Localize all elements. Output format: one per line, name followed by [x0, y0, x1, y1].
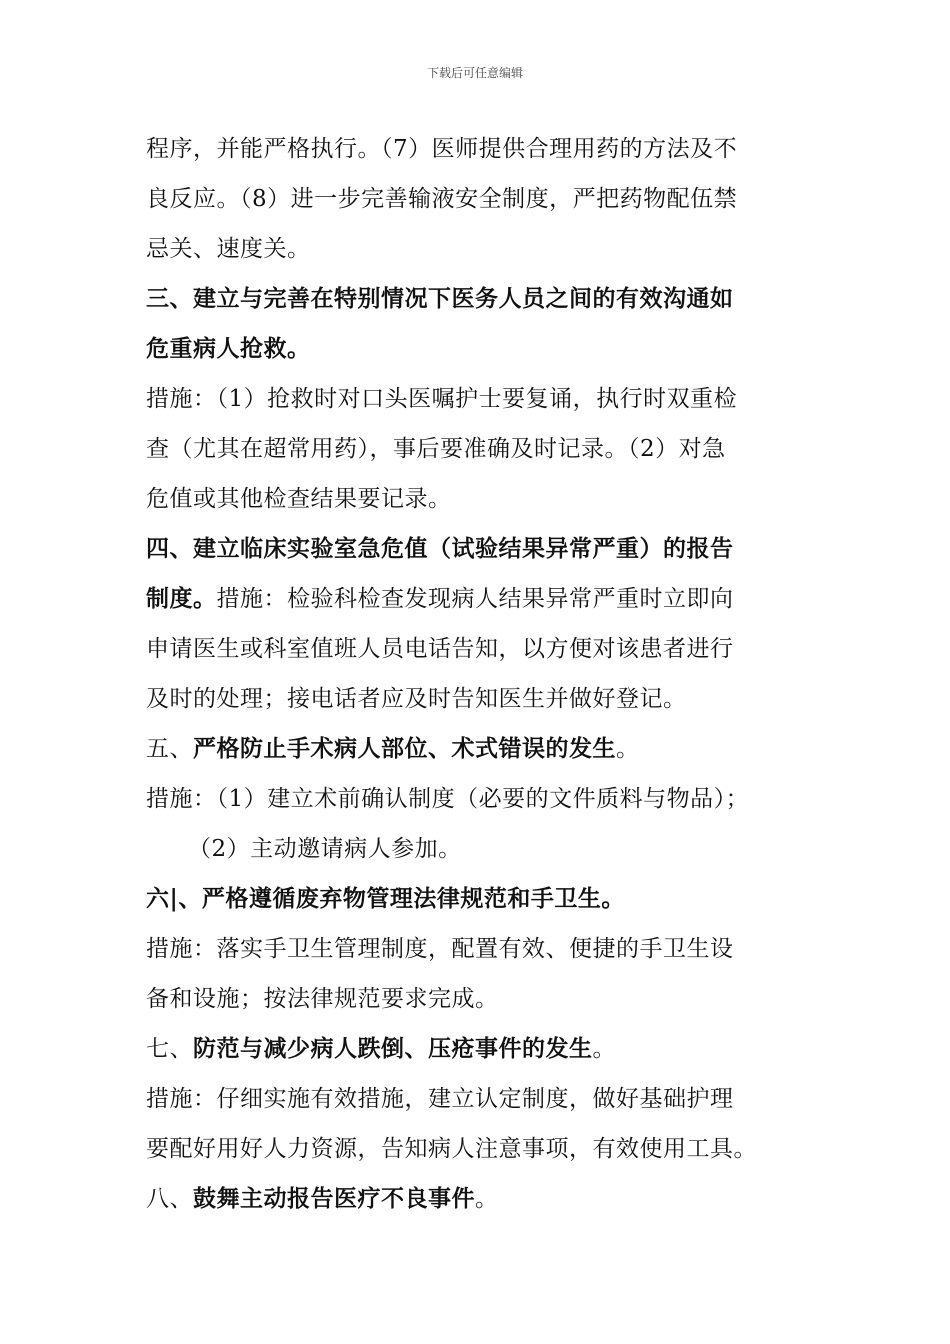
document-body	[146, 124, 811, 1224]
body-line: 措施：仔细实施有效措施，建立认定制度，做好基础护理	[146, 1086, 734, 1112]
section-period: 。	[616, 736, 640, 762]
section-7-heading	[146, 1024, 811, 1074]
body-line: 措施：（1）建立术前确认制度（必要的文件质料与物品）；	[146, 786, 750, 812]
section-3-heading: 三、建立与完善在特别情况下医务人员之间的有效沟通如	[146, 285, 734, 312]
section-period: 。	[475, 1186, 499, 1212]
body-line: 查（尤其在超常用药），事后要准确及时记录。（2）对急	[146, 436, 726, 462]
body-line: 措施：（1）抢救时对口头医嘱护士要复诵，执行时双重检	[146, 386, 738, 412]
body-line: 措施：落实手卫生管理制度，配置有效、便捷的手卫生设	[146, 936, 734, 962]
section-number: 七、	[146, 1036, 193, 1062]
body-line: 要配好用好人力资源，告知病人注意事项，有效使用工具。	[146, 1136, 757, 1162]
body-line: 申请医生或科室值班人员电话告知，以方便对该患者进行	[146, 636, 734, 662]
section-4-heading-end: 制度。	[146, 585, 217, 612]
body-line: 危值或其他检查结果要记录。	[146, 486, 452, 512]
body-line: （2）主动邀请病人参加。	[188, 836, 462, 862]
section-number: 八、	[146, 1186, 193, 1212]
section-period: 。	[592, 1036, 616, 1062]
body-line: 程序，并能严格执行。（7）医师提供合理用药的方法及不	[146, 136, 738, 162]
body-line: 忌关、速度关。	[146, 236, 311, 262]
section-4-measures: 措施：检验科检查发现病人结果异常严重时立即向	[216, 586, 734, 612]
body-line: 备和设施；按法律规范要求完成。	[146, 986, 499, 1012]
section-title: 严格防止手术病人部位、术式错误的发生	[193, 735, 616, 762]
body-line	[146, 574, 811, 624]
section-title: 防范与减少病人跌倒、压疮事件的发生	[193, 1035, 593, 1062]
body-line: 及时的处理；接电话者应及时告知医生并做好登记。	[146, 686, 687, 712]
section-6-heading: 六|、严格遵循废弃物管理法律规范和手卫生。	[146, 885, 625, 912]
section-8-heading	[146, 1174, 811, 1224]
section-5-heading	[146, 724, 811, 774]
section-3-heading-cont: 危重病人抢救。	[146, 335, 311, 362]
section-number: 五、	[146, 736, 193, 762]
section-4-heading: 四、建立临床实验室急危值（试验结果异常严重）的报告	[146, 535, 734, 562]
section-title: 鼓舞主动报告医疗不良事件	[193, 1185, 475, 1212]
body-line: 良反应。（8）进一步完善输液安全制度，严把药物配伍禁	[146, 186, 738, 212]
page-header: 下载后可任意编辑	[426, 66, 523, 80]
